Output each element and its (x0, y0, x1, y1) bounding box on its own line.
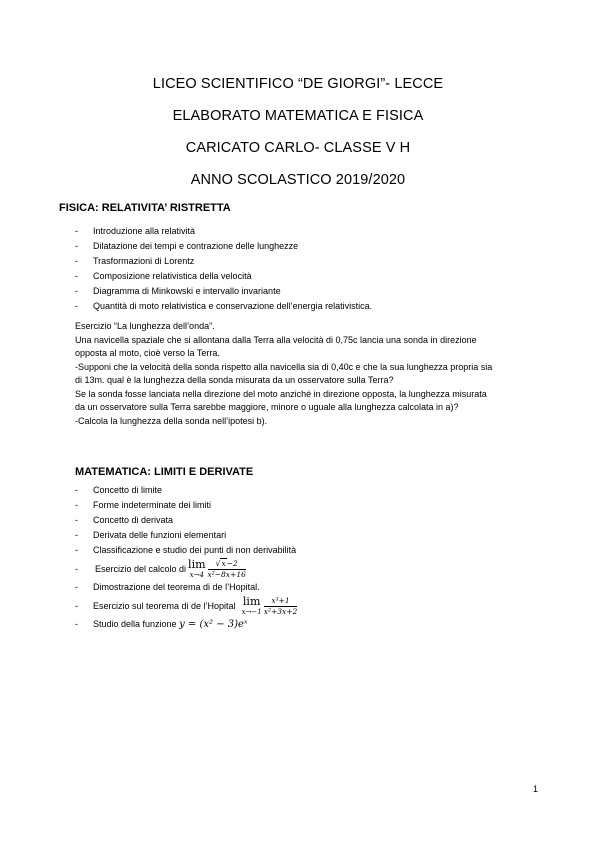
exercise-label: Esercizio del calcolo di (95, 564, 187, 574)
list-item-function-study: - Studio della funzione y = (x² − 3)eˣ (75, 619, 248, 630)
exercise-line: di 13m. qual è la lunghezza della sonda misurata da un osservatore sulla Terra? (75, 375, 394, 385)
exercise-label: Esercizio sul teorema di de l’Hopital (93, 601, 236, 611)
list-item: - Concetto di limite (75, 485, 163, 495)
list-item: - Classificazione e studio dei punti di non derivabilità (75, 545, 297, 555)
title-school: LICEO SCIENTIFICO “DE GIORGI”- LECCE (152, 76, 444, 92)
list-item: - Derivata delle funzioni elementari (75, 530, 227, 540)
math-topic-list (75, 483, 297, 632)
title-year: ANNO SCOLASTICO 2019/2020 (190, 172, 406, 188)
title-student: CARICATO CARLO- CLASSE V H (185, 140, 411, 156)
physics-heading: FISICA: RELATIVITA’ RISTRETTA (59, 202, 231, 214)
exercise-line: -Supponi che la velocità della sonda rispetto alla navicella sia di 0,40c e che la sua lunghezza propria sia (75, 361, 493, 372)
list-item: - Introduzione alla relatività (75, 226, 196, 236)
title-work: ELABORATO MATEMATICA E FISICA (172, 108, 424, 124)
exercise-line: Se la sonda fosse lanciata nella direzione del moto anziché in direzione opposta, la lunghezza misurata (75, 388, 487, 399)
limit-expression: lim x→−1 (241, 595, 262, 616)
exercise-line: opposta al moto, cioè verso la Terra. (75, 348, 220, 358)
page-number: 1 (533, 784, 539, 794)
function-formula: y = (x² − 3)eˣ (179, 619, 248, 630)
limit-expression: lim x→4 (188, 558, 206, 579)
exercise-line: Esercizio “La lunghezza dell’onda”. (75, 321, 215, 331)
list-item: - Dimostrazione del teorema di de l’Hopital. (75, 582, 260, 592)
list-item: - Forme indeterminate dei limiti (75, 500, 212, 510)
exercise-line: Una navicella spaziale che si allontana dalla Terra alla velocità di 0,75c lancia una sonda in direzione (75, 334, 477, 345)
list-item: - Diagramma di Minkowski e intervallo invariante (75, 286, 281, 296)
list-item: - Quantità di moto relativistica e conservazione dell’energia relativistica. (75, 301, 373, 311)
list-item: - Composizione relativistica della velocità (75, 271, 252, 281)
physics-topic-list (75, 224, 372, 314)
list-item: - Trasformazioni di Lorentz (75, 256, 195, 266)
fraction: $\frac{\text{x³+1}}{\text{x²+3x+2}}$ (263, 596, 298, 616)
list-item-limit-exercise: - Esercizio del calcolo di lim x→4 $\frac{√x-2}{\text{x²−8x+16}}$ (75, 558, 246, 579)
exercise-line: da un osservatore sulla Terra sarebbe maggiore, minore o uguale alla lunghezza calcolata in a)? (75, 402, 459, 412)
list-item: - Concetto di derivata (75, 515, 174, 525)
fraction: $\frac{√x-2}{\text{x²−8x+16}}$ (207, 559, 246, 579)
list-item-hopital-exercise: - Esercizio sul teorema di de l’Hopital lim x→−1 $\frac{\text{x³+1}}{\text{x²+3x+2}}$ (75, 595, 298, 616)
list-item: - Dilatazione dei tempi e contrazione delle lunghezze (75, 241, 299, 251)
math-heading: MATEMATICA: LIMITI E DERIVATE (75, 466, 254, 478)
physics-exercise (75, 320, 545, 428)
exercise-line: -Calcola la lunghezza della sonda nell’ipotesi b). (75, 415, 268, 426)
